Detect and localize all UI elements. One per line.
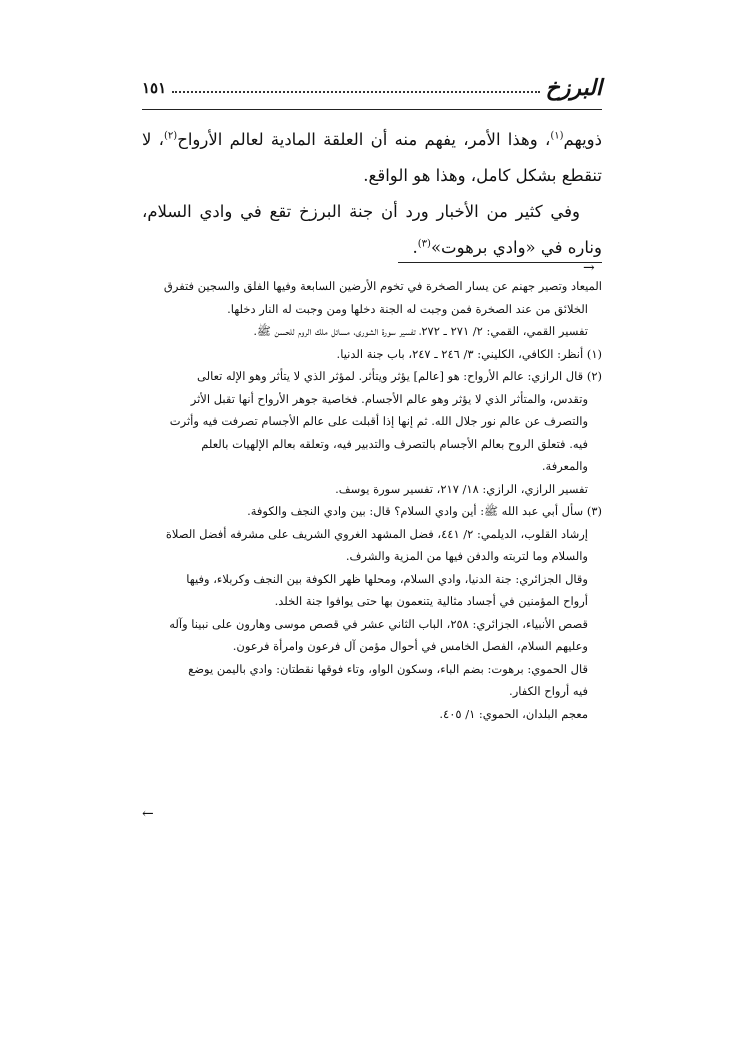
footnote-line: إرشاد القلوب، الديلمي: ٢/ ٤٤١، فضل المشهد الغروي الشريف على مشرفه أفضل الصلاة: [165, 526, 588, 541]
footnote-ref-2: (٢): [164, 130, 178, 142]
footnote-line: وتقدس، والمتأثر الذي لا يؤثر وهو عالم الأجسام. فخاصية جوهر الأرواح أنها تقبل الأثر: [190, 391, 588, 406]
paragraph-1: [142, 122, 602, 194]
end-arrow-icon: ←: [142, 806, 154, 822]
page-number: ١٥١: [142, 79, 167, 97]
main-text: [142, 122, 602, 266]
footnote-line: والسلام وما لتربته والدفن فيها من المزية والشرف.: [345, 549, 588, 563]
running-header: [142, 68, 602, 108]
paragraph-2-text: وفي كثير من الأخبار ورد أن جنة البرزخ تقع في وادي السلام، وناره في «وادي برهوت»: [142, 202, 602, 257]
footnote-line: قصص الأنبياء، الجزائري: ٢٥٨، الباب الثاني عشر في قصص موسى وهارون على نبينا وآله: [169, 616, 588, 631]
footnote-line: تفسير القمي، القمي: ٢/ ٢٧١ ـ ٢٧٢، تفسير سورة الشورى، مسائل ملك الروم للحسن ﷺ.: [253, 324, 588, 338]
footnote-line: الخلائق من عند الصخرة فمن وجبت له الجنة دخلها ومن وجبت له النار دخلها.: [227, 301, 588, 316]
footnote-line: فيه أرواح الكفار.: [509, 684, 588, 698]
footnote-line: معجم البلدان، الحموي: ١/ ٤٠٥.: [439, 706, 588, 721]
paragraph-2-end: .: [412, 238, 418, 257]
header-rule: [142, 109, 602, 110]
continuation-arrow-icon: →: [583, 260, 595, 276]
footnote-line: تفسير الرازي، الرازي: ١٨/ ٢١٧، تفسير سورة يوسف.: [335, 481, 588, 496]
footnote-ref-3: (٣): [417, 238, 431, 250]
chapter-title: البرزخ: [545, 75, 602, 101]
header-leader-dots: [172, 91, 539, 93]
footnotes: [142, 275, 602, 725]
footnote-line: وعليهم السلام، الفصل الخامس في أحوال مؤمن آل فرعون وامرأة فرعون.: [232, 639, 588, 653]
footnote-line: فيه. فتعلق الروح بعالم الأجسام بالتصرف والتدبير فيه، وتعلقه بعالم الإلهيات بالعلم: [201, 436, 588, 451]
paragraph-2: [142, 194, 602, 266]
footnote-line: أرواح المؤمنين في أجساد مثالية يتنعمون بها حتى يوافوا جنة الخلد.: [274, 594, 588, 608]
footnote-line: قال الحموي: برهوت: بضم الباء، وسكون الواو، وتاء فوقها نقطتان: وادي باليمن يوضع: [188, 661, 588, 676]
footnote-line: والمعرفة.: [541, 459, 588, 473]
footnote-line: (٢) قال الرازي: عالم الأرواح: هو [عالم] يؤثر ويتأثر. لمؤثر الذي لا يتأثر وهو الإله تعالى: [196, 369, 602, 383]
footnote-line: (١) أنظر: الكافي، الكليني: ٣/ ٢٤٦ ـ ٢٤٧، باب جنة الدنيا.: [336, 346, 602, 361]
footnote-line: (٣) سأل أبي عبد الله ﷺ: أين وادي السلام؟ قال: بين وادي النجف والكوفة.: [247, 504, 602, 518]
paragraph-1-middle: ، وهذا الأمر، يفهم منه أن العلقة المادية لعالم الأرواح: [177, 130, 551, 149]
paragraph-1-end: ، لا تنقطع بشكل كامل، وهذا هو الواقع.: [142, 130, 602, 185]
footnote-line: والتصرف عن عالم نور جلال الله. ثم إنها إذا أقبلت على عالم الأجسام تصرفت فيه وأثرت: [169, 414, 588, 428]
footnote-ref-1: (١): [550, 130, 564, 142]
footnote-line: وقال الجزائري: جنة الدنيا، وادي السلام، ومحلها ظهر الكوفة بين النجف وكربلاء، وفيها: [186, 571, 588, 586]
footnote-separator: [398, 262, 602, 263]
paragraph-1-start: ذويهم: [563, 130, 602, 149]
footnote-line: الميعاد وتصير جهنم عن يسار الصخرة في تخوم الأرضين السابعة وفيها الفلق والسجين فتفرق: [163, 279, 602, 293]
